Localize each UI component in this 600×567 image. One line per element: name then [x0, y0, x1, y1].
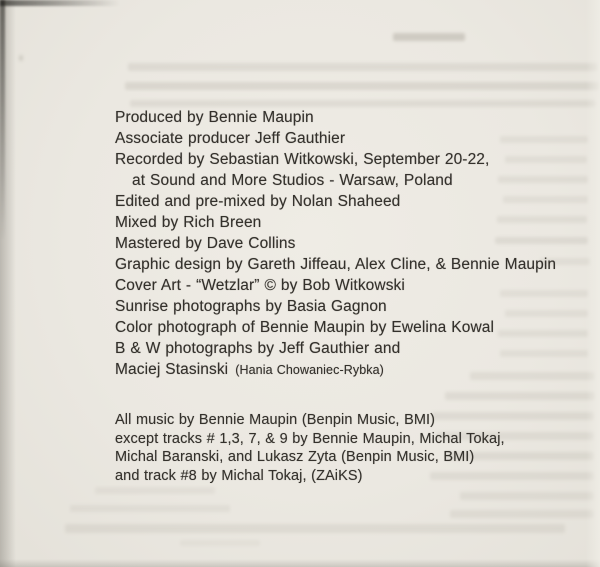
bleedthrough-line: [95, 487, 215, 494]
credit-line: Associate producer Jeff Gauthier: [115, 130, 346, 147]
credit-line: Mixed by Rich Breen: [115, 214, 262, 231]
credit-line: Mastered by Dave Collins: [115, 235, 296, 252]
credit-line: Edited and pre-mixed by Nolan Shaheed: [115, 193, 401, 210]
music-credits-block: [115, 411, 505, 485]
credit-line: Produced by Bennie Maupin: [115, 109, 314, 126]
bleedthrough-line: [460, 492, 594, 500]
credit-line: at Sound and More Studios - Warsaw, Poland: [132, 172, 453, 189]
music-credit-line: and track #8 by Michal Tokaj, (ZAiKS): [115, 467, 363, 484]
music-credit-line: All music by Bennie Maupin (Benpin Music, BMI): [115, 412, 436, 428]
bleedthrough-line: [65, 524, 565, 533]
credit-line: Cover Art - “Wetzlar” © by Bob Witkowski: [115, 277, 405, 294]
music-credit-line: except tracks # 1,3, 7, & 9 by Bennie Maupin, Michal Tokaj,: [115, 430, 505, 447]
bleedthrough-line: [70, 505, 230, 512]
page-edge-highlight-right: [586, 0, 600, 567]
bleedthrough-line: [180, 540, 260, 546]
bleedthrough-line: [19, 55, 23, 61]
bleedthrough-line: [393, 33, 465, 41]
page-edge-shadow-bottom: [0, 559, 600, 567]
page-edge-shadow-top: [0, 0, 120, 6]
page-edge-shadow-left-dark: [0, 0, 5, 240]
bleedthrough-line: [128, 63, 598, 71]
bleedthrough-line: [125, 82, 600, 90]
credit-line: Graphic design by Gareth Jiffeau, Alex Cline, & Bennie Maupin: [115, 256, 557, 273]
credit-line: Recorded by Sebastian Witkowski, September 20-22,: [115, 151, 490, 168]
credit-line: B & W photographs by Jeff Gauthier and: [115, 340, 401, 357]
bleedthrough-line: [445, 392, 595, 400]
page-edge-shadow-left: [0, 0, 16, 567]
credit-line: [115, 359, 556, 381]
credit-name: Maciej Stasinski: [115, 361, 229, 378]
bleedthrough-line: [130, 100, 596, 107]
music-credit-line: Michal Baranski, and Lukasz Zyta (Benpin Music, BMI): [115, 449, 475, 466]
credit-line: Sunrise photographs by Basia Gagnon: [115, 298, 387, 315]
credit-note: (Hania Chowaniec-Rybka): [235, 363, 384, 377]
credits-block: [115, 107, 556, 381]
credit-line: Color photograph of Bennie Maupin by Ewelina Kowal: [115, 319, 495, 336]
bleedthrough-line: [450, 510, 594, 518]
